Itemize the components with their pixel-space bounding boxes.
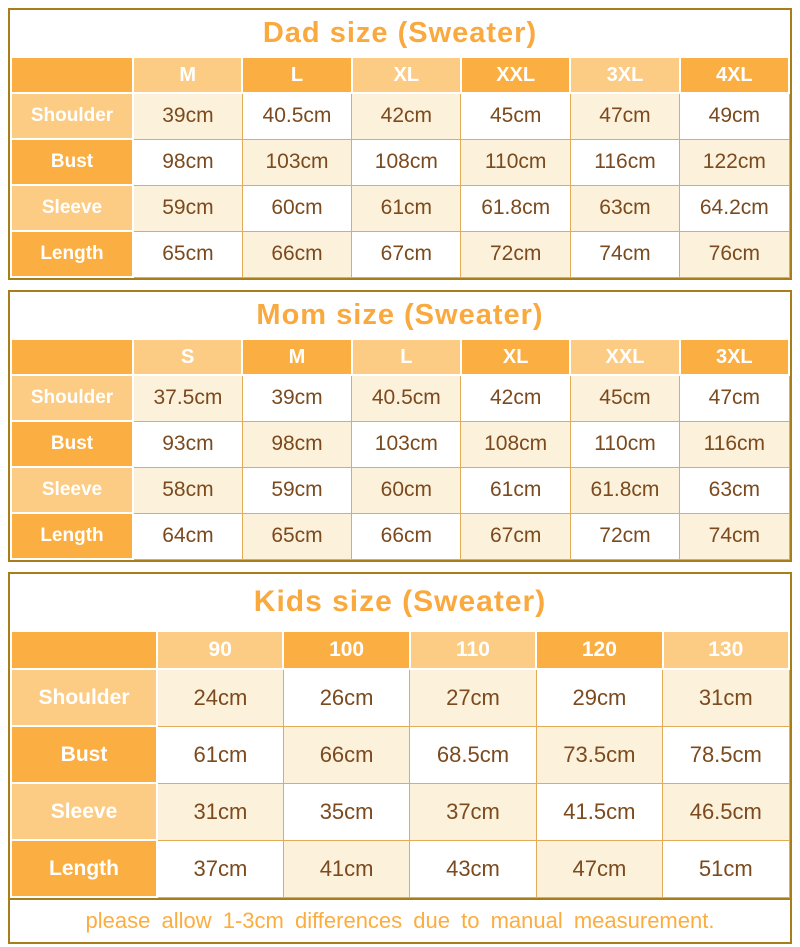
size-value-cell: 67cm (461, 513, 570, 559)
size-value-cell: 60cm (242, 185, 351, 231)
mom-size-table (10, 338, 790, 560)
size-value-cell: 47cm (570, 93, 679, 139)
size-value-cell: 76cm (680, 231, 789, 277)
measurement-row (11, 467, 789, 513)
measurement-row (11, 185, 789, 231)
size-value-cell: 61.8cm (461, 185, 570, 231)
size-value-cell: 59cm (242, 467, 351, 513)
size-column-header: L (242, 57, 351, 93)
table-corner-cell (11, 339, 133, 375)
measurement-row (11, 783, 789, 840)
dad-size-title: Dad size (Sweater) (262, 17, 538, 49)
size-column-header: 120 (536, 631, 662, 669)
size-value-cell: 47cm (536, 840, 662, 897)
size-value-cell: 60cm (352, 467, 461, 513)
size-column-header: 3XL (680, 339, 789, 375)
size-value-cell: 43cm (410, 840, 536, 897)
size-value-cell: 66cm (242, 231, 351, 277)
size-value-cell: 93cm (133, 421, 242, 467)
size-column-header: 90 (157, 631, 283, 669)
row-label: Bust (11, 726, 157, 783)
size-column-header: XL (352, 57, 461, 93)
size-column-header: XXL (461, 57, 570, 93)
kids-size-title: Kids size (Sweater) (253, 585, 547, 618)
measurement-row (11, 375, 789, 421)
size-header-row (11, 631, 789, 669)
kids-size-table (10, 630, 790, 898)
size-value-cell: 31cm (663, 669, 789, 726)
size-value-cell: 42cm (352, 93, 461, 139)
row-label: Sleeve (11, 783, 157, 840)
measurement-row (11, 231, 789, 277)
row-label: Length (11, 513, 133, 559)
row-label: Length (11, 840, 157, 897)
size-value-cell: 98cm (242, 421, 351, 467)
size-value-cell: 29cm (536, 669, 662, 726)
size-value-cell: 24cm (157, 669, 283, 726)
size-value-cell: 67cm (352, 231, 461, 277)
size-value-cell: 45cm (570, 375, 679, 421)
size-value-cell: 40.5cm (352, 375, 461, 421)
size-value-cell: 116cm (680, 421, 789, 467)
size-header-row (11, 57, 789, 93)
size-value-cell: 42cm (461, 375, 570, 421)
size-value-cell: 116cm (570, 139, 679, 185)
measurement-row (11, 669, 789, 726)
size-value-cell: 26cm (283, 669, 409, 726)
size-value-cell: 59cm (133, 185, 242, 231)
size-value-cell: 49cm (680, 93, 789, 139)
size-chart-page (8, 8, 792, 944)
size-value-cell: 27cm (410, 669, 536, 726)
size-column-header: 110 (410, 631, 536, 669)
measurement-row (11, 421, 789, 467)
size-value-cell: 35cm (283, 783, 409, 840)
row-label: Bust (11, 139, 133, 185)
row-label: Length (11, 231, 133, 277)
size-value-cell: 74cm (680, 513, 789, 559)
kids-size-section (8, 572, 792, 944)
size-value-cell: 41.5cm (536, 783, 662, 840)
size-value-cell: 39cm (242, 375, 351, 421)
size-column-header: 100 (283, 631, 409, 669)
size-value-cell: 65cm (133, 231, 242, 277)
size-value-cell: 110cm (570, 421, 679, 467)
size-column-header: 4XL (680, 57, 789, 93)
measurement-row (11, 726, 789, 783)
measurement-row (11, 840, 789, 897)
size-column-header: 130 (663, 631, 789, 669)
size-value-cell: 63cm (680, 467, 789, 513)
size-value-cell: 37cm (157, 840, 283, 897)
size-value-cell: 108cm (461, 421, 570, 467)
size-column-header: S (133, 339, 242, 375)
size-value-cell: 63cm (570, 185, 679, 231)
dad-size-section (8, 8, 792, 280)
size-value-cell: 37.5cm (133, 375, 242, 421)
size-value-cell: 78.5cm (663, 726, 789, 783)
size-value-cell: 66cm (352, 513, 461, 559)
mom-size-section (8, 290, 792, 562)
size-value-cell: 108cm (352, 139, 461, 185)
dad-size-table (10, 56, 790, 278)
size-value-cell: 66cm (283, 726, 409, 783)
size-value-cell: 122cm (680, 139, 789, 185)
size-value-cell: 61cm (461, 467, 570, 513)
size-value-cell: 64.2cm (680, 185, 789, 231)
size-value-cell: 98cm (133, 139, 242, 185)
row-label: Sleeve (11, 467, 133, 513)
size-column-header: 3XL (570, 57, 679, 93)
row-label: Shoulder (11, 93, 133, 139)
size-value-cell: 110cm (461, 139, 570, 185)
size-value-cell: 37cm (410, 783, 536, 840)
measurement-note: please allow 1-3cm differences due to manual measurement. (10, 898, 790, 942)
size-value-cell: 72cm (461, 231, 570, 277)
row-label: Bust (11, 421, 133, 467)
measurement-row (11, 513, 789, 559)
table-corner-cell (11, 57, 133, 93)
size-column-header: XL (461, 339, 570, 375)
size-value-cell: 45cm (461, 93, 570, 139)
row-label: Shoulder (11, 375, 133, 421)
size-header-row (11, 339, 789, 375)
measurement-row (11, 93, 789, 139)
size-value-cell: 39cm (133, 93, 242, 139)
size-value-cell: 103cm (242, 139, 351, 185)
size-column-header: M (133, 57, 242, 93)
size-value-cell: 58cm (133, 467, 242, 513)
size-value-cell: 31cm (157, 783, 283, 840)
row-label: Sleeve (11, 185, 133, 231)
size-value-cell: 40.5cm (242, 93, 351, 139)
table-corner-cell (11, 631, 157, 669)
size-column-header: XXL (570, 339, 679, 375)
size-value-cell: 103cm (352, 421, 461, 467)
size-value-cell: 41cm (283, 840, 409, 897)
size-value-cell: 64cm (133, 513, 242, 559)
size-value-cell: 68.5cm (410, 726, 536, 783)
size-value-cell: 61cm (157, 726, 283, 783)
size-value-cell: 61.8cm (570, 467, 679, 513)
size-value-cell: 47cm (680, 375, 789, 421)
size-value-cell: 51cm (663, 840, 789, 897)
size-value-cell: 46.5cm (663, 783, 789, 840)
size-value-cell: 65cm (242, 513, 351, 559)
mom-size-title: Mom size (Sweater) (256, 299, 544, 331)
row-label: Shoulder (11, 669, 157, 726)
size-column-header: M (242, 339, 351, 375)
size-value-cell: 73.5cm (536, 726, 662, 783)
size-value-cell: 61cm (352, 185, 461, 231)
size-value-cell: 74cm (570, 231, 679, 277)
measurement-row (11, 139, 789, 185)
size-column-header: L (352, 339, 461, 375)
size-value-cell: 72cm (570, 513, 679, 559)
